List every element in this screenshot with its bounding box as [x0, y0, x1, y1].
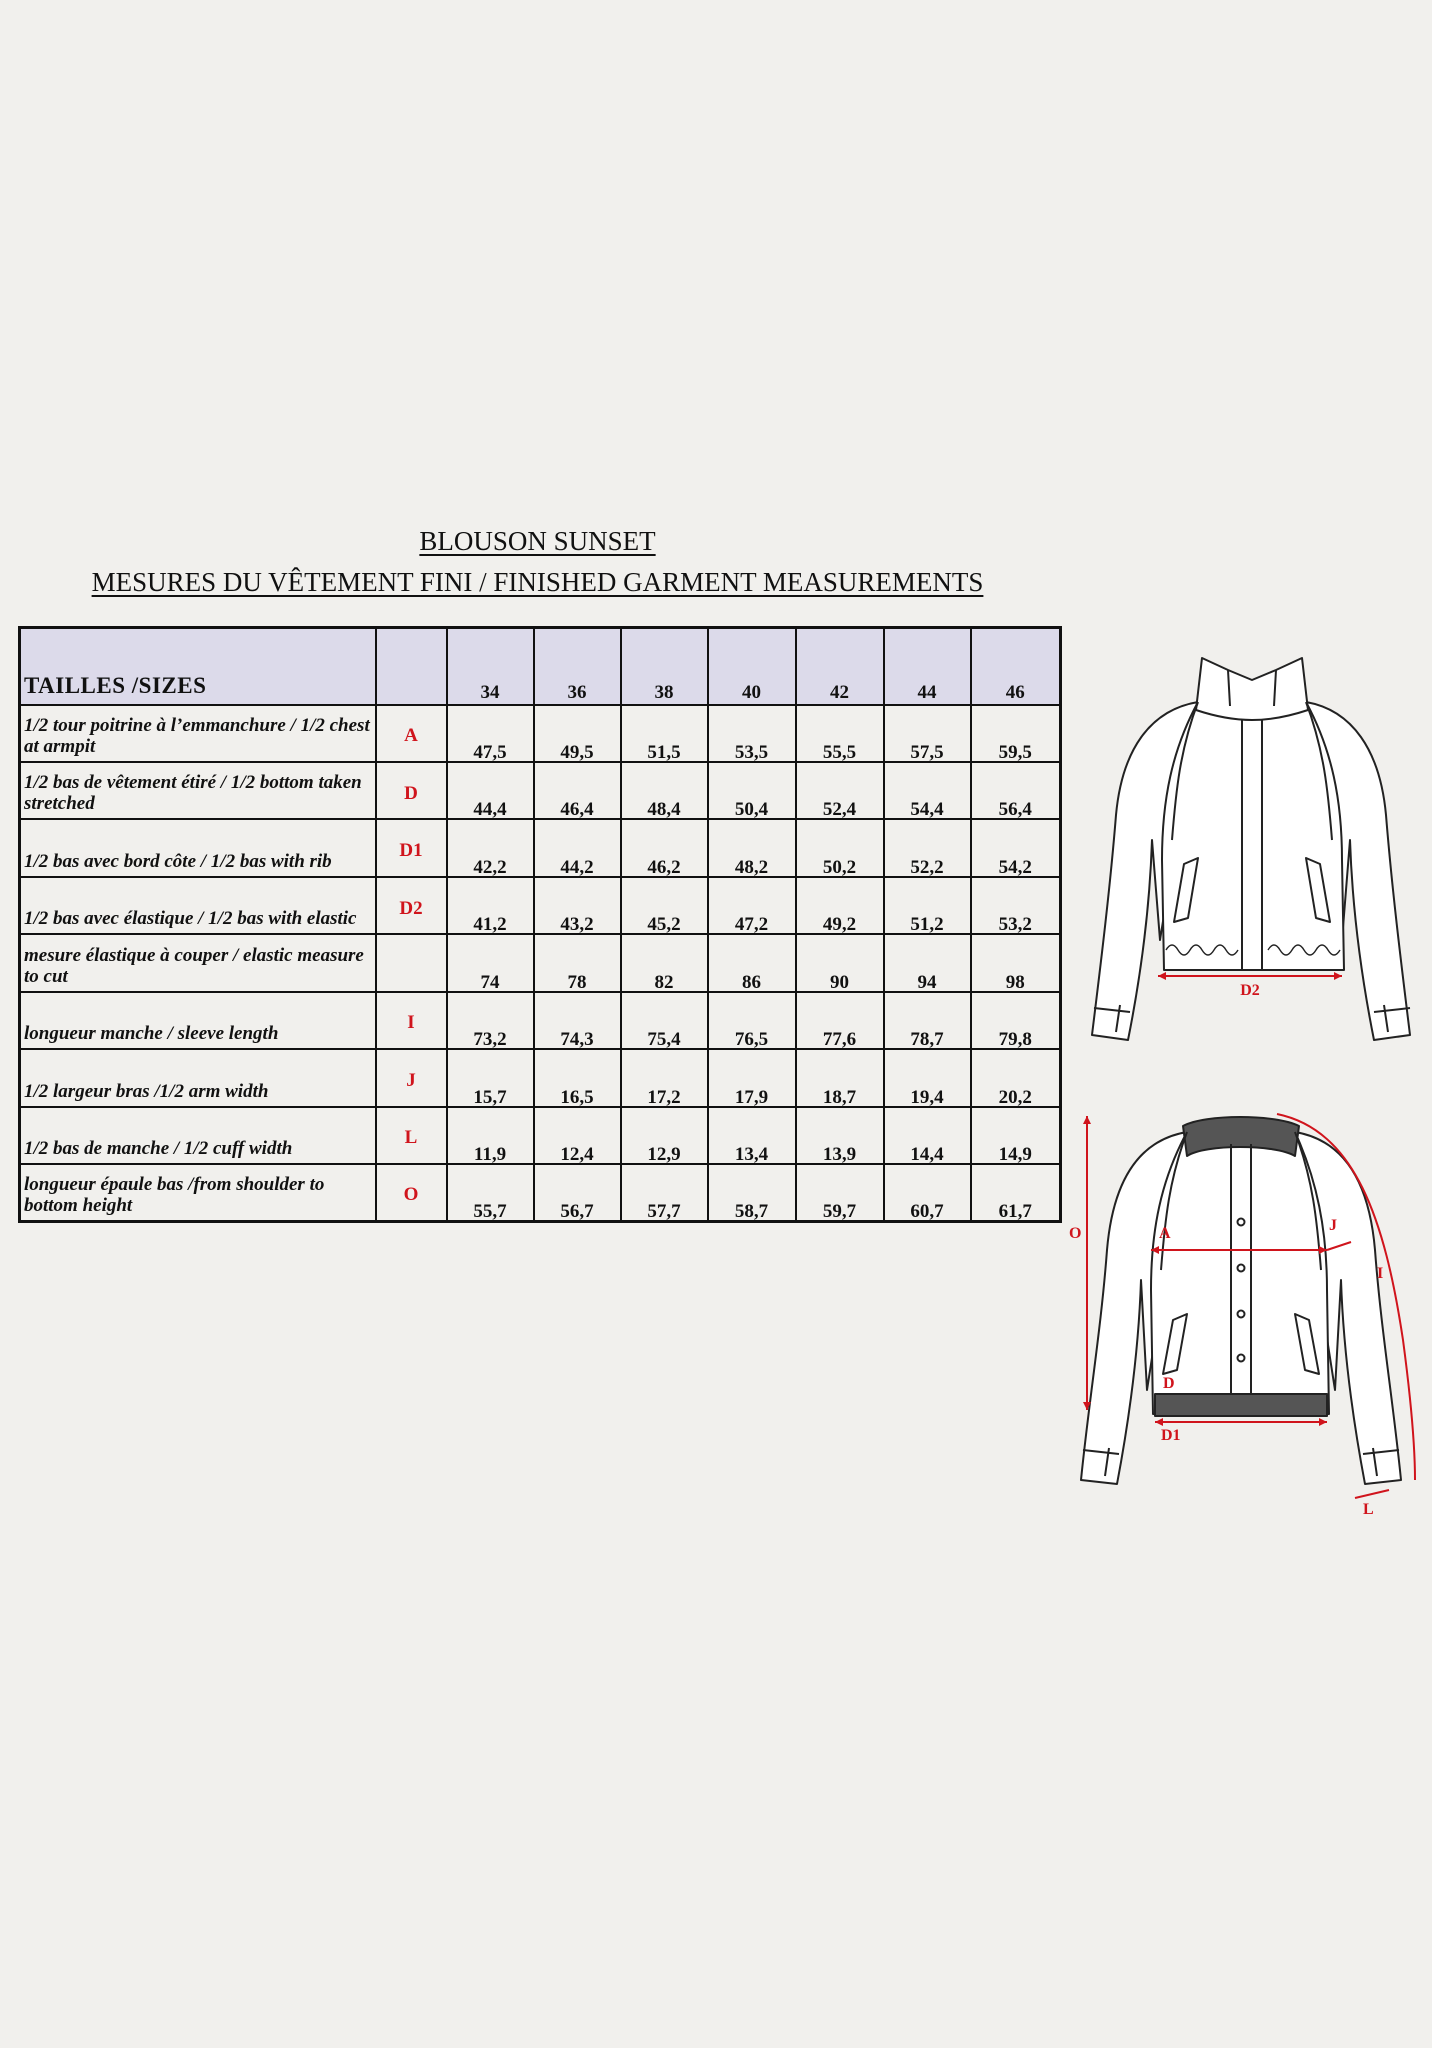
- measurement-value: [447, 819, 534, 876]
- measurement-value-text: 56,7: [560, 1201, 594, 1222]
- measurement-value-text: 48,4: [647, 799, 681, 821]
- size-header: 38: [621, 628, 708, 705]
- measurement-value-text: 50,4: [734, 799, 769, 821]
- sketch-label-a: A: [1159, 1225, 1171, 1242]
- measurement-value: [796, 762, 884, 819]
- measurement-value: [708, 877, 796, 934]
- measurement-value-text: 54,2: [998, 856, 1032, 878]
- measurement-value: [796, 1049, 884, 1106]
- measurement-value: [534, 992, 621, 1049]
- measurement-value: [971, 1107, 1061, 1164]
- measurement-value: [534, 705, 621, 762]
- measurement-value-text: 53,5: [734, 742, 769, 763]
- measurement-value: [534, 1107, 621, 1164]
- measurement-value-text: 12,9: [647, 1143, 681, 1165]
- measurement-value-text: 48,2: [734, 856, 769, 878]
- measurement-value-text: 78,7: [910, 1029, 944, 1051]
- measurement-value-text: 75,4: [647, 1029, 681, 1051]
- measurement-value-text: 44,4: [473, 799, 507, 821]
- measurement-value-text: 41,2: [473, 914, 507, 936]
- measurement-value-text: 46,2: [647, 856, 681, 878]
- table-row: [20, 819, 1061, 876]
- measurement-value: [884, 1107, 971, 1164]
- measurement-value: [447, 1164, 534, 1222]
- measurement-value: [447, 934, 534, 991]
- measurement-value: [971, 705, 1061, 762]
- measurement-value: [708, 1164, 796, 1222]
- measurement-value-text: 82: [654, 971, 674, 993]
- measurement-value-text: 90: [830, 971, 849, 993]
- measurement-value-text: 49,5: [560, 742, 594, 763]
- measurement-value: [971, 762, 1061, 819]
- measurement-value-text: 15,7: [473, 1086, 507, 1108]
- measurement-code: D1: [376, 819, 447, 876]
- measurement-label: 1/2 bas avec bord côte / 1/2 bas with rib: [20, 819, 376, 876]
- measurement-value-text: 55,5: [822, 742, 857, 763]
- table-row: [20, 1107, 1061, 1164]
- measurement-value-text: 13,4: [734, 1143, 769, 1165]
- measurement-value-text: 50,2: [822, 856, 857, 878]
- measurement-value-text: 55,7: [473, 1201, 507, 1222]
- table-header-row: [20, 628, 1061, 705]
- measurement-label: 1/2 bas de vêtement étiré / 1/2 bottom taken stretched: [20, 762, 376, 819]
- measurement-value-text: 73,2: [473, 1029, 507, 1051]
- measurement-value: [708, 819, 796, 876]
- measurement-value: [884, 1164, 971, 1222]
- measurement-value: [884, 992, 971, 1049]
- measurement-value-text: 54,4: [910, 799, 944, 821]
- measurement-value: [884, 1049, 971, 1106]
- measurement-code: J: [376, 1049, 447, 1106]
- measurement-label: 1/2 bas avec élastique / 1/2 bas with elastic: [20, 877, 376, 934]
- measurement-value-text: 14,4: [910, 1143, 944, 1165]
- measurement-value-text: 47,5: [473, 742, 507, 763]
- measurement-value-text: 58,7: [734, 1201, 769, 1222]
- measurement-value: [534, 934, 621, 991]
- measurement-value-text: 18,7: [822, 1086, 857, 1108]
- measurement-value: [971, 992, 1061, 1049]
- sketch-label-d2: D2: [1240, 982, 1260, 999]
- jacket-rib-sketch: [1055, 1100, 1425, 1520]
- measurement-value: [621, 992, 708, 1049]
- measurement-value: [621, 1049, 708, 1106]
- sketch-label-j: J: [1329, 1217, 1337, 1234]
- sizes-header-label: TAILLES /SIZES: [20, 628, 376, 705]
- measurement-value: [447, 705, 534, 762]
- size-header: 36: [534, 628, 621, 705]
- measurement-value: [796, 705, 884, 762]
- measurement-value-text: 51,5: [647, 742, 681, 763]
- measurement-value: [971, 1049, 1061, 1106]
- measurement-value-text: 44,2: [560, 856, 594, 878]
- sketch-label-d1: D1: [1161, 1427, 1181, 1444]
- measurement-value: [621, 1107, 708, 1164]
- measurement-code: L: [376, 1107, 447, 1164]
- size-header: 40: [708, 628, 796, 705]
- measurement-value-text: 74,3: [560, 1029, 594, 1051]
- sketch-label-i: I: [1377, 1265, 1384, 1282]
- measurement-value-text: 49,2: [822, 914, 857, 936]
- measurement-value: [534, 1164, 621, 1222]
- sketch-label-o: O: [1069, 1225, 1082, 1242]
- document-title: BLOUSON SUNSET: [419, 526, 656, 556]
- measurement-value: [621, 1164, 708, 1222]
- measurement-value-text: 16,5: [560, 1086, 594, 1108]
- measurement-value-text: 14,9: [998, 1143, 1032, 1165]
- measurement-value: [447, 1107, 534, 1164]
- measurement-value-text: 11,9: [473, 1143, 507, 1165]
- measurement-value-text: 61,7: [998, 1201, 1032, 1222]
- measurement-label: longueur épaule bas /from shoulder to bottom height: [20, 1164, 376, 1222]
- measurement-code: O: [376, 1164, 447, 1222]
- size-header: 46: [971, 628, 1061, 705]
- measurement-value-text: 17,9: [734, 1086, 769, 1108]
- measurement-value: [534, 819, 621, 876]
- size-header: 42: [796, 628, 884, 705]
- measurements-table: [18, 626, 1062, 1223]
- sketch-label-l: L: [1363, 1501, 1374, 1518]
- measurement-value: [447, 762, 534, 819]
- measurement-value-text: 59,5: [998, 742, 1032, 763]
- measurement-value: [796, 934, 884, 991]
- measurement-value-text: 60,7: [910, 1201, 944, 1222]
- measurement-code: [376, 934, 447, 991]
- measurement-value-text: 43,2: [560, 914, 594, 936]
- measurement-value: [796, 1107, 884, 1164]
- jacket-elastic-sketch: [1080, 640, 1420, 1050]
- size-header: 44: [884, 628, 971, 705]
- measurement-value: [708, 762, 796, 819]
- measurement-value-text: 77,6: [822, 1029, 857, 1051]
- measurement-value: [708, 1107, 796, 1164]
- table-row: [20, 992, 1061, 1049]
- measurement-value-text: 45,2: [647, 914, 681, 936]
- measurement-value: [884, 705, 971, 762]
- document-subtitle: MESURES DU VÊTEMENT FINI / FINISHED GARMENT MEASUREMENTS: [91, 567, 984, 597]
- measurement-value: [621, 762, 708, 819]
- measurement-code: I: [376, 992, 447, 1049]
- measurement-label: longueur manche / sleeve length: [20, 992, 376, 1049]
- table-row: [20, 934, 1061, 991]
- measurement-value: [621, 705, 708, 762]
- measurement-value: [534, 762, 621, 819]
- measurement-value-text: 86: [742, 971, 761, 993]
- measurement-value-text: 98: [1005, 971, 1025, 993]
- measurement-label: mesure élastique à couper / elastic measure to cut: [20, 934, 376, 991]
- measurement-value-text: 74: [480, 971, 500, 993]
- table-row: [20, 1164, 1061, 1222]
- code-header-cell: [376, 628, 447, 705]
- measurement-value-text: 56,4: [998, 799, 1032, 821]
- measurement-value-text: 20,2: [998, 1086, 1032, 1108]
- measurement-code: D2: [376, 877, 447, 934]
- table-row: [20, 762, 1061, 819]
- measurement-value-text: 42,2: [473, 856, 507, 878]
- measurement-value: [796, 819, 884, 876]
- measurement-value-text: 57,5: [910, 742, 944, 763]
- measurement-value-text: 51,2: [910, 914, 944, 936]
- measurement-value: [621, 877, 708, 934]
- measurement-value: [447, 877, 534, 934]
- measurement-value: [534, 1049, 621, 1106]
- sketch-label-d: D: [1163, 1375, 1175, 1392]
- measurement-value-text: 13,9: [822, 1143, 857, 1165]
- measurement-value: [621, 934, 708, 991]
- measurement-value: [621, 819, 708, 876]
- measurement-value: [447, 992, 534, 1049]
- measurement-label: 1/2 tour poitrine à l’emmanchure / 1/2 chest at armpit: [20, 705, 376, 762]
- measurement-value: [796, 877, 884, 934]
- measurement-value-text: 12,4: [560, 1143, 594, 1165]
- measurement-label: 1/2 bas de manche / 1/2 cuff width: [20, 1107, 376, 1164]
- measurement-label: 1/2 largeur bras /1/2 arm width: [20, 1049, 376, 1106]
- measurement-value-text: 52,2: [910, 856, 944, 878]
- measurement-value-text: 47,2: [734, 914, 769, 936]
- measurement-value-text: 53,2: [998, 914, 1032, 936]
- measurement-value: [708, 705, 796, 762]
- measurement-value: [708, 1049, 796, 1106]
- size-header: 34: [447, 628, 534, 705]
- measurement-value: [971, 819, 1061, 876]
- measurement-value-text: 78: [567, 971, 587, 993]
- measurement-value: [971, 877, 1061, 934]
- table-row: [20, 1049, 1061, 1106]
- measurement-value-text: 59,7: [822, 1201, 857, 1222]
- measurement-value: [971, 1164, 1061, 1222]
- measurement-value-text: 57,7: [647, 1201, 681, 1222]
- measurement-value: [971, 934, 1061, 991]
- measurement-value-text: 79,8: [998, 1029, 1032, 1051]
- measurement-value-text: 46,4: [560, 799, 594, 821]
- measurement-value-text: 17,2: [647, 1086, 681, 1108]
- measurement-value: [708, 934, 796, 991]
- table-row: [20, 705, 1061, 762]
- measurement-code: D: [376, 762, 447, 819]
- measurement-value-text: 19,4: [910, 1086, 944, 1108]
- measurement-value: [447, 1049, 534, 1106]
- measurement-value: [884, 819, 971, 876]
- measurement-value-text: 94: [917, 971, 937, 993]
- measurement-value: [796, 1164, 884, 1222]
- measurement-value: [884, 877, 971, 934]
- measurement-value: [796, 992, 884, 1049]
- table-row: [20, 877, 1061, 934]
- measurement-value: [708, 992, 796, 1049]
- measurement-value-text: 52,4: [822, 799, 857, 821]
- measurement-value: [884, 762, 971, 819]
- measurement-code: A: [376, 705, 447, 762]
- measurement-value: [534, 877, 621, 934]
- measurement-value-text: 76,5: [734, 1029, 769, 1051]
- measurement-value: [884, 934, 971, 991]
